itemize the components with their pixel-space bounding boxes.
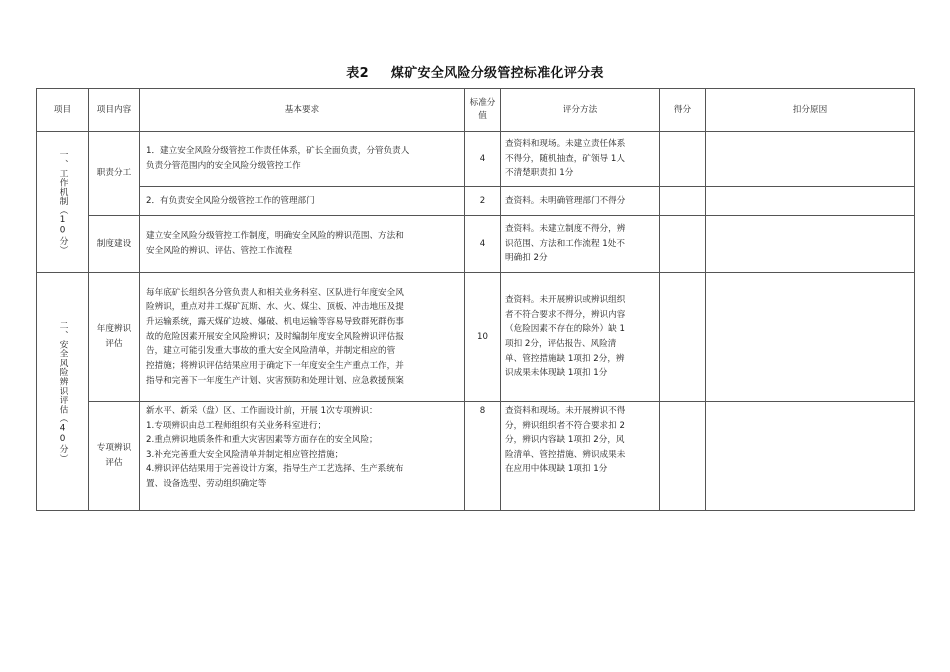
deduction-cell (706, 402, 915, 511)
table-row (37, 402, 915, 511)
requirement-cell: 每年底矿长组织各分管负责人和相关业务科室、区队进行年度安全风 险辨识，重点对井工煤矿瓦斯、水、火、煤尘、顶板、冲击地压及提 升运输系统，露天煤矿边坡、爆破、机电运输等容易导致群死群伤事 故的危险因素开展安全风险辨识；及时编制年度安全风险辨识评估报 告，建立可能引发重大事故的重大安全风险清单，并制定相应的管 控措施；将辨识评估结果应用于确定下一年度安全生产重点工作，并 指导和完善下一年度生产计划、灾害预防和处理计划、应急救援预案 (140, 273, 465, 402)
method-cell: 查资料和现场。未开展辨识不得 分，辨识组织者不符合要求扣 2 分，辨识内容缺 1项扣 2分，风 险清单、管控措施、辨识成果未 在应用中体现缺 1项扣 1分 (501, 402, 660, 511)
section-cell (37, 132, 89, 273)
table-row (37, 132, 915, 187)
requirement-cell: 2．有负责安全风险分级管控工作的管理部门 (140, 187, 465, 216)
section-label: 二、安全风险辨识评估（40分） (57, 320, 68, 463)
table-title-text: 煤矿安全风险分级管控标准化评分表 (390, 66, 604, 81)
standard-score-cell: 4 (465, 216, 501, 273)
requirement-cell: 1．建立安全风险分级管控工作责任体系，矿长全面负责，分管负责人 负责分管范围内的安全风险分级管控工作 (140, 132, 465, 187)
method-cell: 查资料。未开展辨识或辨识组织 者不符合要求不得分，辨识内容 （危险因素不存在的除外）缺 1 项扣 2分，评估报告、风险清 单、管控措施缺 1项扣 2分，辨 识成果未体现缺 1项扣 1分 (501, 273, 660, 402)
header-item: 项目 (37, 89, 89, 132)
score-cell (660, 187, 706, 216)
method-cell: 查资料。未建立制度不得分，辨 识范围、方法和工作流程 1处不 明确扣 2分 (501, 216, 660, 273)
header-method: 评分方法 (501, 89, 660, 132)
table-row (37, 216, 915, 273)
standard-score-cell: 8 (465, 402, 501, 511)
header-score: 得分 (660, 89, 706, 132)
header-row (37, 89, 915, 132)
deduction-cell (706, 132, 915, 187)
content-cell: 制度建设 (89, 216, 140, 273)
method-cell: 查资料。未明确管理部门不得分 (501, 187, 660, 216)
requirement-cell: 建立安全风险分级管控工作制度，明确安全风险的辨识范围、方法和 安全风险的辨识、评估、管控工作流程 (140, 216, 465, 273)
content-cell: 专项辨识评估 (89, 402, 140, 511)
table-number: 表2 (346, 66, 369, 81)
standard-score-cell: 10 (465, 273, 501, 402)
deduction-cell (706, 216, 915, 273)
content-cell: 年度辨识评估 (89, 273, 140, 402)
section-cell (37, 273, 89, 511)
standard-score-cell: 4 (465, 132, 501, 187)
header-requirement: 基本要求 (140, 89, 465, 132)
header-standard-score: 标准分值 (465, 89, 501, 132)
score-cell (660, 216, 706, 273)
header-deduction-reason: 扣分原因 (706, 89, 915, 132)
scoring-table (36, 88, 915, 511)
score-cell (660, 132, 706, 187)
table-title (0, 62, 950, 81)
requirement-cell: 新水平、新采（盘）区、工作面设计前，开展 1次专项辨识： 1.专项辨识由总工程师组织有关业务科室进行； 2.重点辨识地质条件和重大灾害因素等方面存在的安全风险； 3.补充完善重大安全风险清单并制定相应管控措施； 4.辨识评估结果用于完善设计方案，指导生产工艺选择、生产系统布 置、设备选型、劳动组织确定等 (140, 402, 465, 511)
table-row (37, 273, 915, 402)
table-row (37, 187, 915, 216)
header-content: 项目内容 (89, 89, 140, 132)
score-cell (660, 273, 706, 402)
standard-score-cell: 2 (465, 187, 501, 216)
method-cell: 查资料和现场。未建立责任体系 不得分，随机抽查，矿领导 1人 不清楚职责扣 1分 (501, 132, 660, 187)
content-cell: 职责分工 (89, 132, 140, 216)
deduction-cell (706, 187, 915, 216)
deduction-cell (706, 273, 915, 402)
section-label: 一、工作机制（10分） (57, 149, 68, 255)
score-cell (660, 402, 706, 511)
